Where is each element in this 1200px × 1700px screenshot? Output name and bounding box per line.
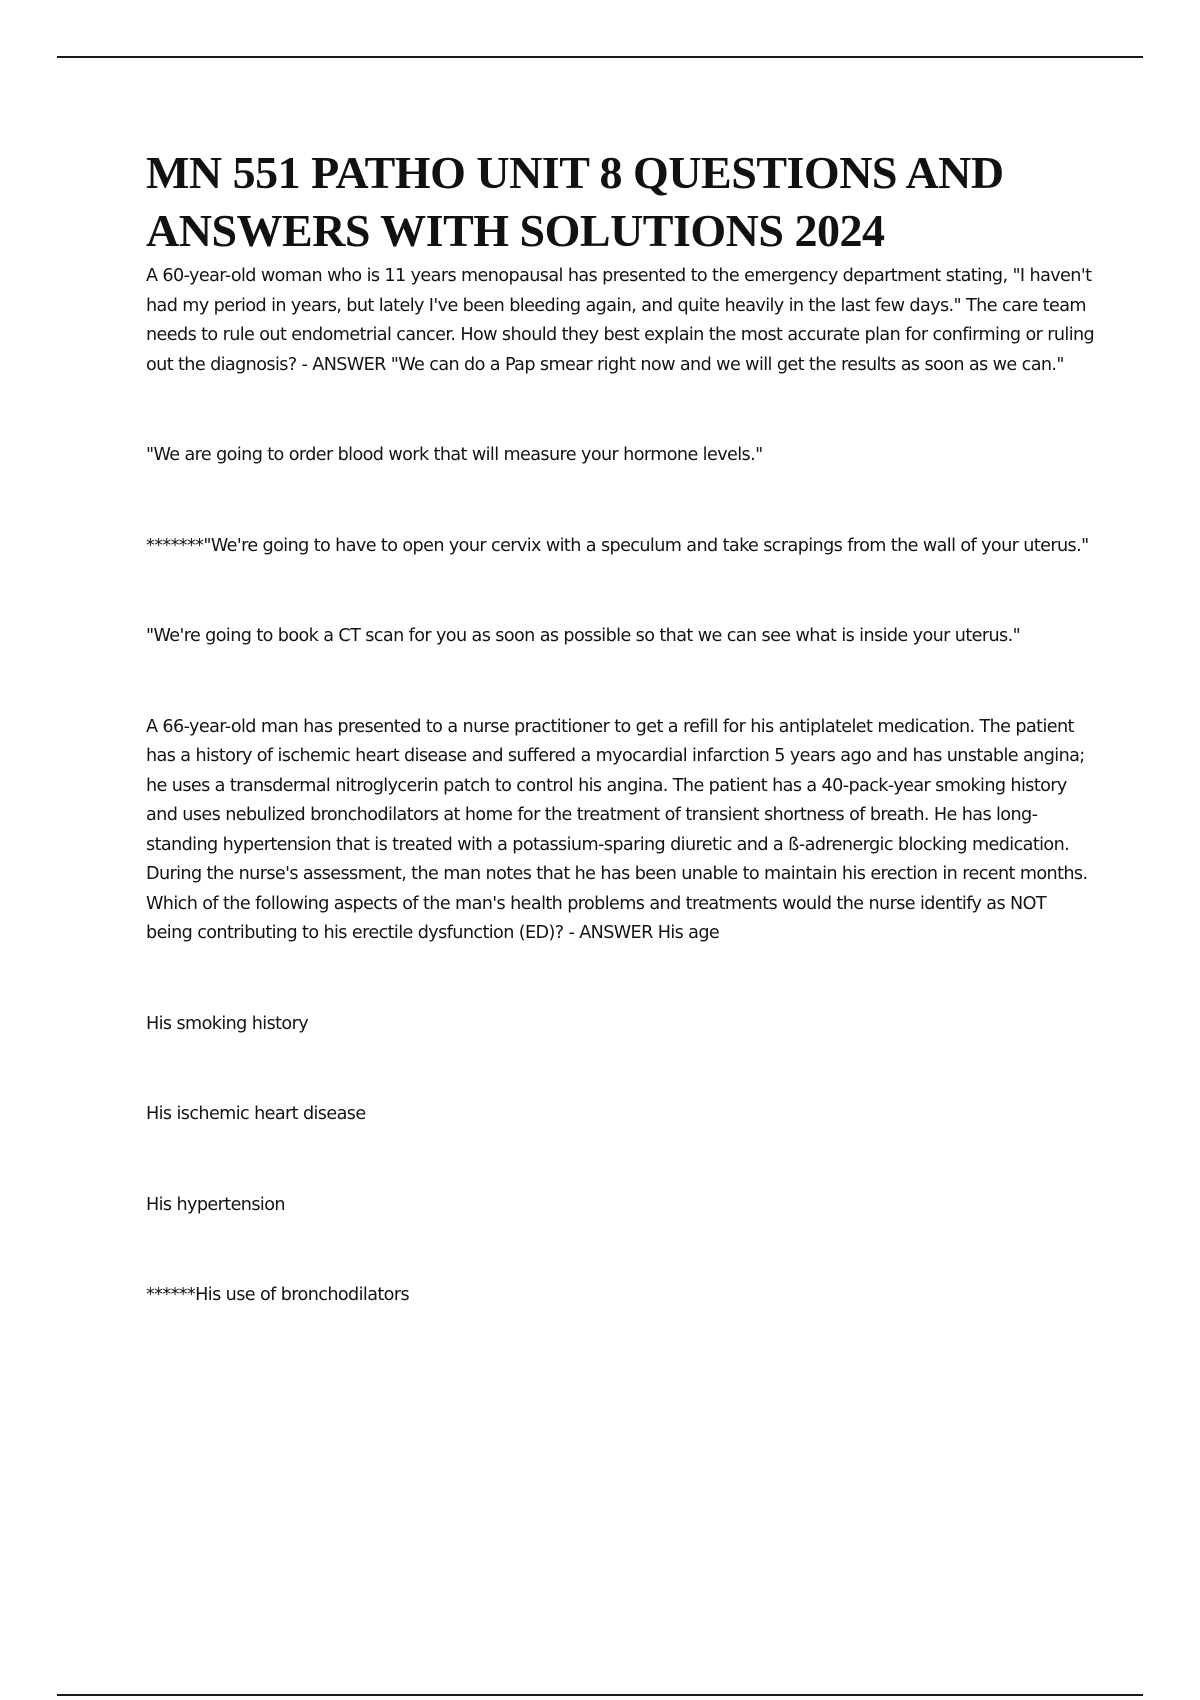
- document-body: [146, 144, 1100, 1311]
- question-1-option-2: *******"We're going to have to open your cervix with a speculum and take scrapings from the wall of your uterus.": [146, 535, 1089, 556]
- question-2-option-3: His hypertension: [146, 1194, 285, 1215]
- question-1-option-1: "We are going to order blood work that will measure your hormone levels.": [146, 445, 763, 465]
- question-1-text: A 60-year-old woman who is 11 years menopausal has presented to the emergency department stating, "I haven't had my period in years, but lately I've been bleeding again, and quite heavily in the last few days." The care team needs to rule out endometrial cancer. How should they best explain the most accurate plan for confirming or ruling out the diagnosis? - ANSWER "We can do a Pap smear right now and we will get the results as soon as we can.": [146, 266, 1100, 375]
- top-rule: [57, 56, 1143, 58]
- question-1-option-3: "We're going to book a CT scan for you as soon as possible so that we can see what is inside your uterus.": [146, 626, 1021, 646]
- question-2-text: A 66-year-old man has presented to a nurse practitioner to get a refill for his antiplatelet medication. The patient has a history of ischemic heart disease and suffered a myocardial infarction 5 years ago and has unstable angina; he uses a transdermal nitroglycerin patch to control his angina. The patient has a 40-pack-year smoking history and uses nebulized bronchodilators at home for the treatment of transient shortness of breath. He has long-standing hypertension that is treated with a potassium-sparing diuretic and a ß-adrenergic blocking medication. During the nurse's assessment, the man notes that he has been unable to maintain his erection in recent months. Which of the following aspects of the man's health problems and treatments would the nurse identify as NOT being contributing to his erectile dysfunction (ED)? - ANSWER His age: [146, 716, 1093, 943]
- question-2-option-2: His ischemic heart disease: [146, 1104, 366, 1124]
- bottom-rule: [57, 1694, 1143, 1696]
- question-2-option-1: His smoking history: [146, 1013, 309, 1034]
- document-title: MN 551 PATHO UNIT 8 QUESTIONS AND ANSWERS WITH SOLUTIONS 2024: [146, 147, 1004, 256]
- question-2-option-4: ******His use of bronchodilators: [146, 1285, 410, 1305]
